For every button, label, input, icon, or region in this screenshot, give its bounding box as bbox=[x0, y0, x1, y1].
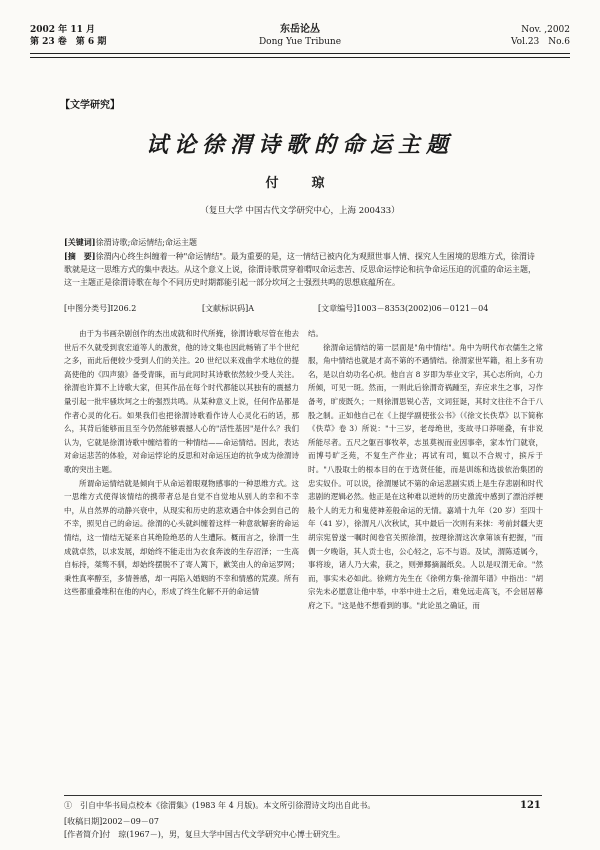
journal-volume-en: Vol.23 No.6 bbox=[510, 37, 570, 47]
journal-name: 东岳论丛 bbox=[280, 24, 320, 35]
header-rule bbox=[30, 53, 570, 54]
header-rule-thin bbox=[30, 57, 570, 58]
author-bio: [作者简介]付 琼(1967－)，男，复旦大学中国古代文学研究中心博士研究生。 bbox=[64, 830, 345, 839]
article-number: [文章编号]1003－8353(2002)06－0121－04 bbox=[318, 304, 489, 313]
journal-date: 2002 年 11 月 bbox=[30, 25, 95, 35]
abstract bbox=[64, 250, 542, 289]
clc-number: [中图分类号]I206.2 bbox=[64, 304, 137, 313]
abstract-label: [摘 要] bbox=[64, 251, 96, 261]
article-author: 付 琼 bbox=[265, 176, 335, 191]
article-title: 试论徐渭诗歌的命运主题 bbox=[145, 132, 454, 158]
abstract-text: 徐渭内心终生纠缠着一种"命运情结"。最为重要的是，这一情结已被内化为观照世事人情、探究人生困境的思维方式，徐渭诗歌就是这一思维方式的集中表达。从这个意义上说，徐渭诗歌贯穿着喟叹命运悲苦、反思命运悖论和抗争命运压迫的沉重的命运主题，这一主题正是徐渭诗歌在每个不同历史时期都能引起一部分坎坷之士强烈共鸣的思想底蕴所在。 bbox=[64, 252, 536, 287]
keywords-label: [关键词] bbox=[64, 237, 96, 247]
paragraph: 由于为书画杂剧创作的杰出成就和时代所掩，徐渭诗歌尽管在他去世后不久就受到袁宏道等人的激赏，他的诗文集也因此畅销了半个世纪之多，而此后便较少受到人们的关注。20 世纪以来戏曲学术地位的提高使他的《四声猿》备受青睐，而与此同时其诗歌依然较少受人关注。徐渭也许算不上诗歌大家，但其作品在每个时代都能以其独有的震撼力量引起一批牢骚坎坷之士的强烈共鸣。从某种意义上说，任何作品都是作者心灵的化石。如果我们也把徐渭诗歌看作诗人心灵化石的话，那么，其背后能够而且至今仍然能够震撼人心的"活性基因"是什么？我们认为，它就是徐渭诗歌中缠结着的一种情结——命运情结。因此，表达对命运悲苦的体验，对命运悖论的反思和对命运压迫的抗争成为徐渭诗歌的突出主题。 bbox=[64, 329, 299, 474]
received-date: [收稿日期]2002－09－07 bbox=[64, 817, 159, 826]
journal-date-volume bbox=[30, 24, 106, 48]
journal-volume: 第 23 卷 第 6 期 bbox=[30, 37, 107, 47]
paragraph: 徐渭命运情结的第一层面是"角中情结"。角中为明代布衣儒生之常服，角中情结也就是才高不第的不遇情结。徐渭家世军籍，祖上多有功名，是以自幼功名心炽。他自言 8 岁即为举业文字，其心志所向，心力所倾，可见一斑。然而，一则此后徐渭奇祸踵至，弃应求生之事，习作备考，旷废既久；一则徐渭思锐心苦，文词狂诞，其时文往往不合于八股之制。正如他自己在《上提学副使张公书》（《徐文长佚草》以下简称《佚草》卷 3）所说："十三岁，老母绝世，变故寻口莽嗟叠，有非说所能尽者。五尺之躯百事牧萃，志虽莫视而业因事牵，家本竹门就衰，而博号旷乏苑，不复生产作业；再试有司，辄以不合规寸，摈斥于时。"八股取士的根本目的在于选贤任能，而是训练和选拔依治集团的忠实奴仆。可以说，徐渭屡试不第的命运悲剧实质上是生存悲剧和时代悲剧的逻辑必然。他正是在这种难以逆转的历史激流中感到了漂泊浮梗般个人的无力和鬼使神差般命运的无情。嘉靖十九年（20 岁）至四十年（41 岁），徐渭凡八次秋试，其中最后一次则有来抹：考前封疆大吏胡宗宪曾遂一嘱时阅卷官关照徐渭，按理徐渭这次拿第该有把握，"而偶一夕晚诣，其人贡士也，公心轻之，忘不与语。及试，渭陈适属今，事将竣，诸人乃大索，获之，则弹揶摘漏纸矣。人以是叹渭无命。"然而，事实未必如此。徐朔方先生在《徐朔方集·徐渭年谱》中指出："胡宗先未必愿意让他中举，中举中进士之后，难免远走高飞，不会屈居幕府之下。"这是他不想看到的事。"此论虽之确证，而 bbox=[308, 342, 543, 610]
keywords bbox=[64, 236, 542, 249]
document-code: [文献标识码]A bbox=[202, 304, 255, 313]
journal-date-volume-en bbox=[511, 24, 570, 48]
article-info bbox=[64, 815, 345, 841]
section-label: 【文学研究】 bbox=[60, 100, 120, 111]
body-left-column bbox=[64, 327, 299, 599]
author-affiliation: （复旦大学 中国古代文学研究中心，上海 200433） bbox=[200, 206, 400, 216]
paragraph: 所谓命运情结就是倾向于从命运着眼观物感事的一种思维方式。这一思维方式使得该情结的携带者总是自觉不自觉地从别人的幸和不幸中，从自然界的动静兴衰中，从现实和历史的悲欢遇合中体会到自己的不幸，照见自己的命运。徐渭的心头就纠缠着这样一种意欲解套的命运情结，这一情结无疑来自其绝险绝恶的人生遭际。概而言之，徐渭一生成就卓然，以求发展，却始终不能走出为衣食奔波的生存沼泽；一生高自标持，桀骜不驯，却始终摆脱不了寄人篱下，歉笑由人的命运罗网；秉性真率醇至，多情善感，却一再陷入婚姻的不幸和情感的荒漠。所有这些都重叠堆积在他的内心，形成了终生化解不开的命运情 bbox=[64, 478, 299, 597]
journal-name-en: Dong Yue Tribune bbox=[258, 37, 342, 47]
keywords-text: 徐渭诗歌;命运情结;命运主题 bbox=[95, 238, 197, 247]
journal-title-block bbox=[200, 24, 400, 48]
paragraph: 结。 bbox=[308, 329, 323, 338]
footnote: ① 引自中华书局点校本《徐渭集》(1983 年 4 月版)。本文所引徐渭诗文均出自此书。 bbox=[64, 801, 376, 810]
body-right-column bbox=[308, 327, 543, 612]
journal-date-en: Nov. ,2002 bbox=[521, 25, 570, 35]
page-number: 121 bbox=[520, 800, 541, 811]
footnote-rule bbox=[64, 795, 542, 796]
